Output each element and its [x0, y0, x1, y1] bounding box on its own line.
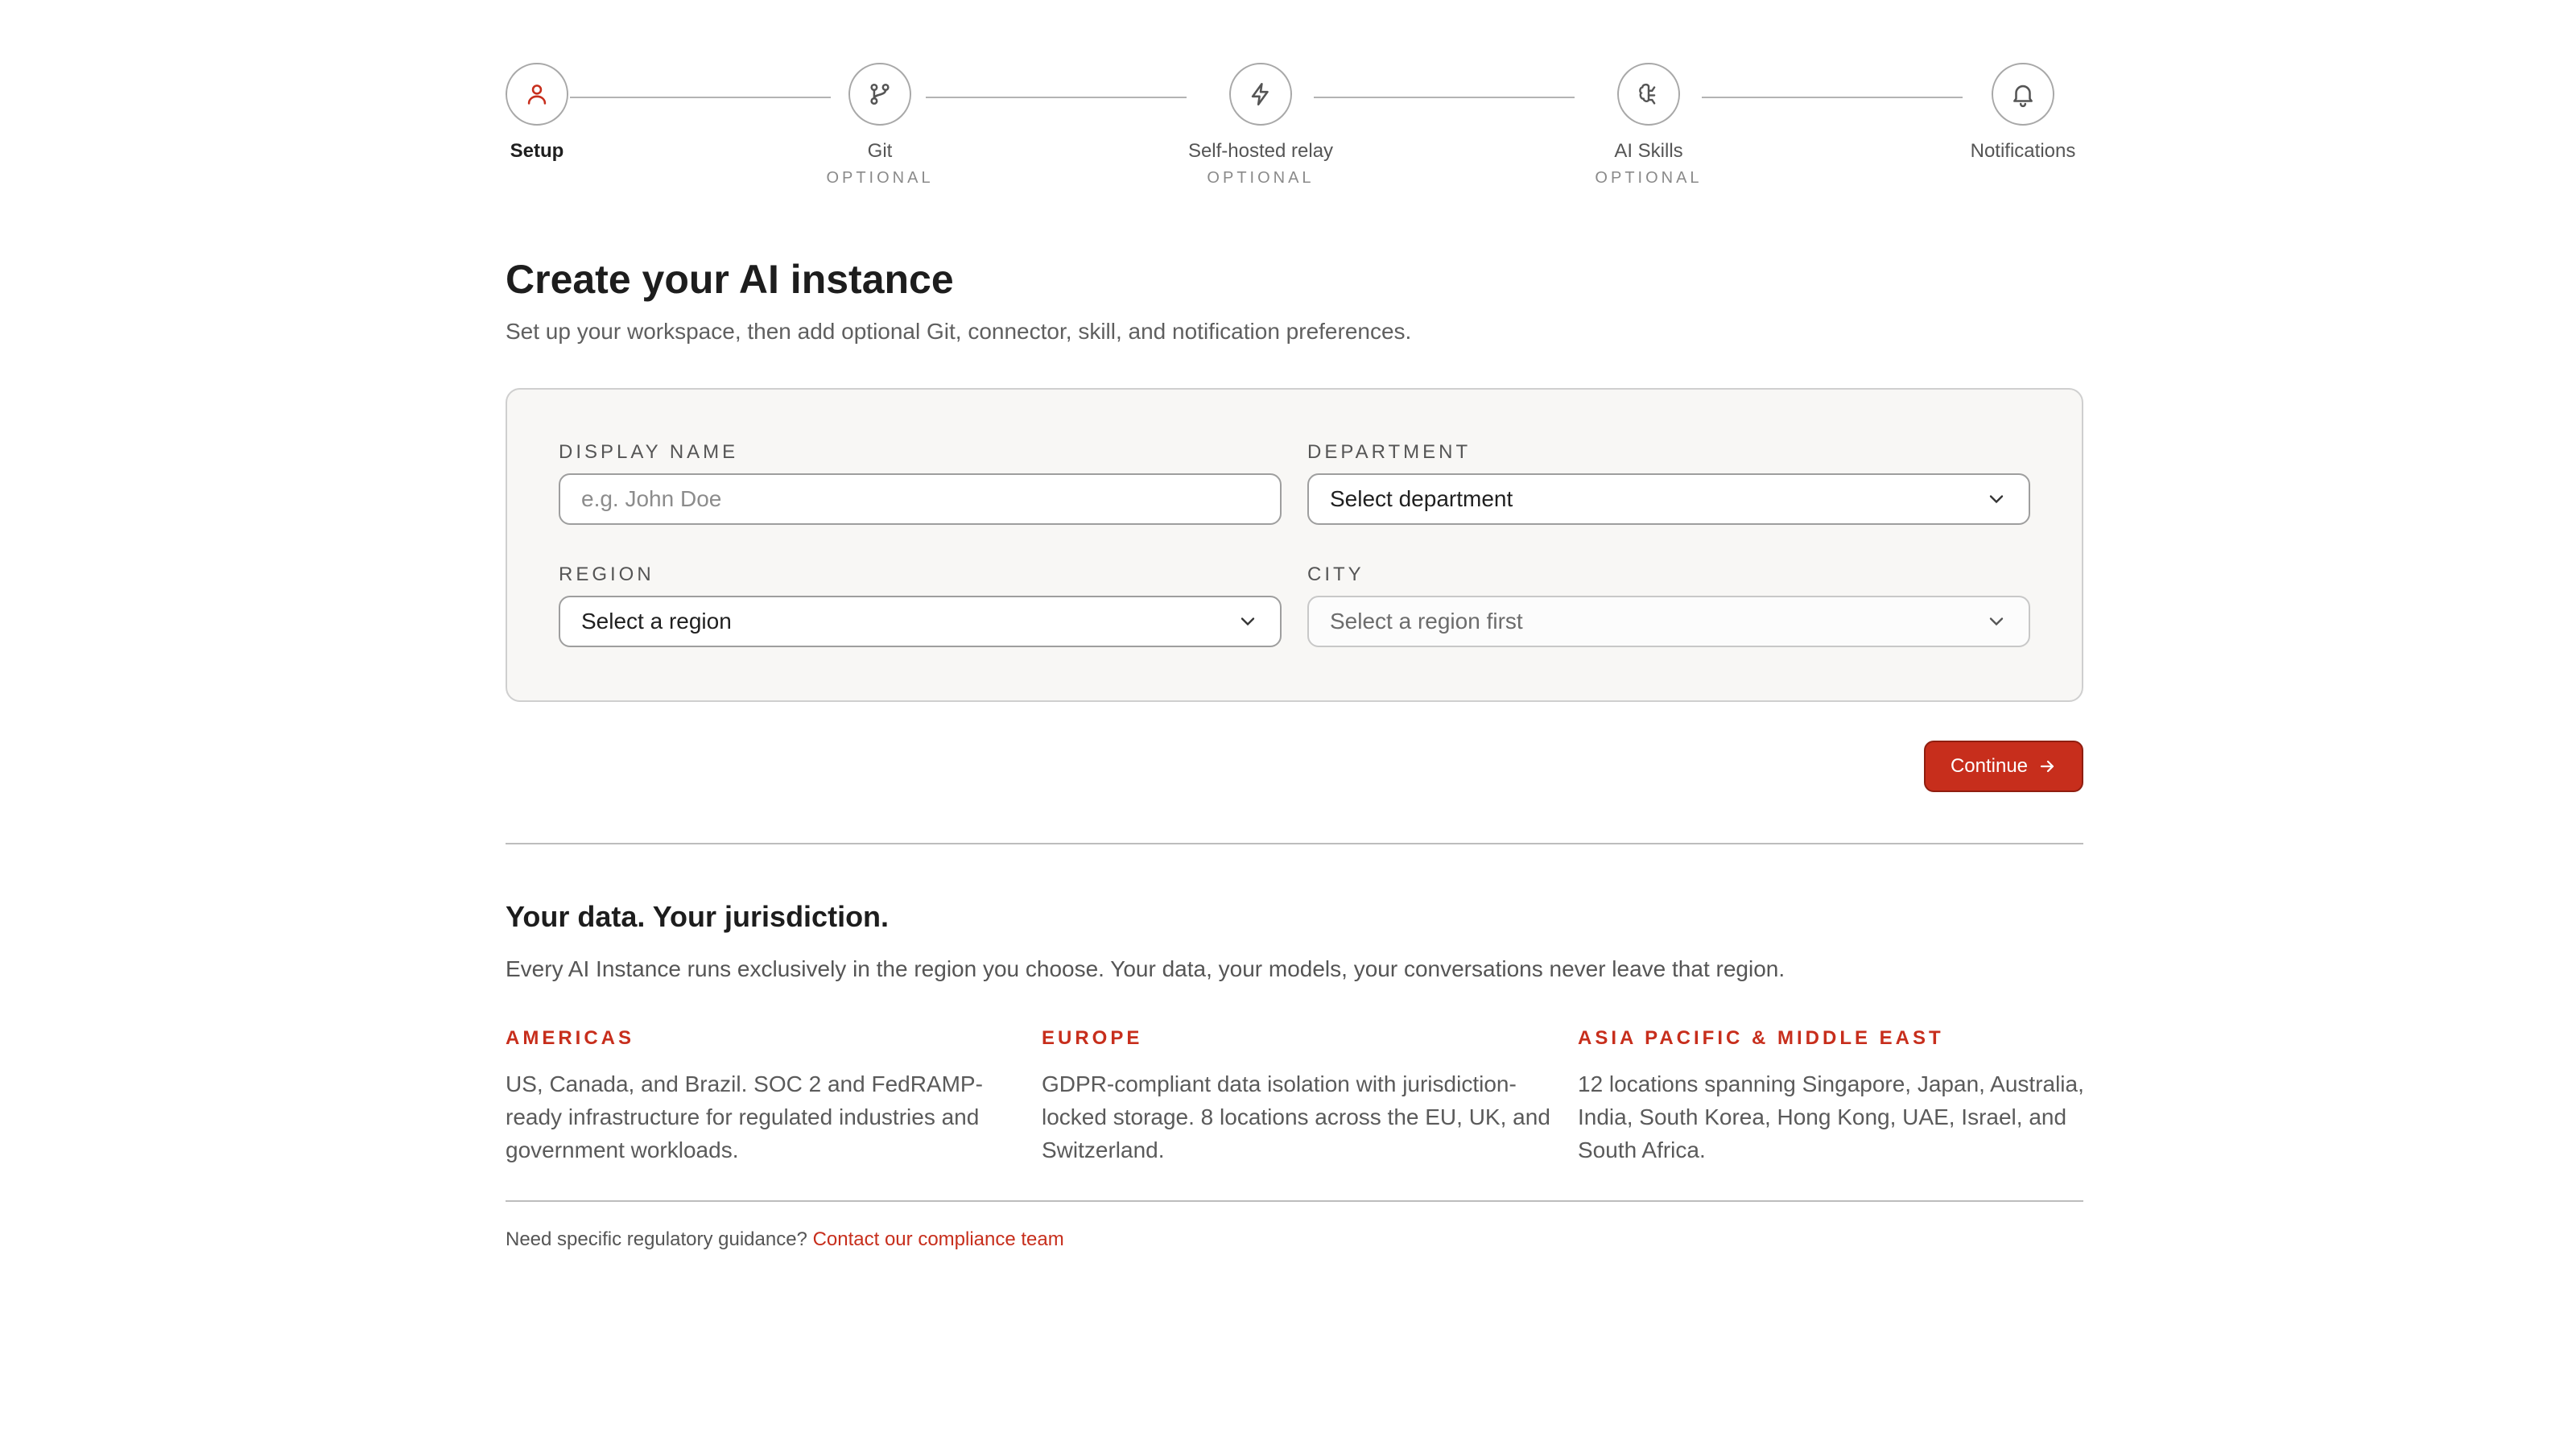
bell-icon: [2009, 80, 2037, 108]
git-branch-icon: [866, 80, 894, 108]
step-connector: [570, 97, 831, 98]
step-label: AI Skills: [1614, 140, 1683, 162]
region-label: REGION: [559, 564, 654, 585]
step-notifications[interactable]: [1963, 63, 2083, 163]
step-label: Notifications: [1970, 140, 2076, 162]
user-icon: [523, 80, 551, 108]
region-title: AMERICAS: [506, 1027, 635, 1049]
display-name-placeholder: e.g. John Doe: [581, 486, 722, 511]
region-field: [559, 564, 1282, 647]
compliance-note: [506, 1228, 1064, 1251]
display-name-field: [559, 441, 1282, 525]
step-connector: [1702, 97, 1963, 98]
region-value: Select a region: [581, 609, 732, 634]
step-label: Git: [867, 140, 893, 162]
step-self-hosted-relay[interactable]: [1180, 63, 1341, 188]
step-circle: [848, 63, 911, 126]
region-description: GDPR-compliant data isolation with jurisdiction-locked storage. 8 locations across the EU, UK, and Switzerland.: [1042, 1071, 1550, 1162]
arrow-right-icon: [2037, 757, 2057, 776]
chevron-down-icon: [1236, 610, 1259, 633]
city-field: [1307, 564, 2030, 647]
instance-form-card: [506, 388, 2083, 702]
step-circle: [1617, 63, 1680, 126]
continue-label: Continue: [1950, 755, 2029, 777]
region-europe: [1042, 1027, 1557, 1166]
page-title: Create your AI instance: [506, 257, 954, 302]
step-circle: [506, 63, 568, 126]
stepper: [506, 0, 2083, 201]
city-value: Select a region first: [1330, 609, 1523, 634]
compliance-contact-link[interactable]: Contact our compliance team: [812, 1228, 1064, 1250]
brain-icon: [1635, 80, 1662, 108]
region-asia-pacific: [1578, 1027, 2093, 1166]
step-circle: [1992, 63, 2054, 126]
region-americas: [506, 1027, 1021, 1166]
step-git[interactable]: [828, 63, 932, 188]
step-optional-tag: OPTIONAL: [1207, 169, 1315, 187]
region-title: ASIA PACIFIC & MIDDLE EAST: [1578, 1027, 1944, 1049]
step-connector: [926, 97, 1187, 98]
display-name-label: DISPLAY NAME: [559, 441, 739, 463]
page: [506, 0, 2084, 1250]
department-label: DEPARTMENT: [1307, 441, 1472, 463]
page-subtitle: Set up your workspace, then add optional Git, connector, skill, and notification preferences.: [506, 319, 1412, 344]
continue-button[interactable]: [1924, 741, 2083, 792]
jurisdiction-title: Your data. Your jurisdiction.: [506, 900, 890, 933]
footer-divider: [506, 1200, 2083, 1202]
chevron-down-icon: [1985, 488, 2008, 510]
compliance-question: Need specific regulatory guidance?: [506, 1228, 807, 1250]
region-title: EUROPE: [1042, 1027, 1143, 1049]
department-field: [1307, 441, 2030, 525]
step-ai-skills[interactable]: [1575, 63, 1723, 188]
step-label: Self-hosted relay: [1187, 140, 1334, 162]
jurisdiction-lead: Every AI Instance runs exclusively in the region you choose. Your data, your models, your conversations never leave that region.: [506, 956, 1785, 981]
region-select[interactable]: [559, 596, 1282, 647]
step-connector: [1314, 97, 1575, 98]
section-divider: [506, 843, 2083, 844]
lightning-icon: [1247, 80, 1274, 108]
chevron-down-icon: [1985, 610, 2008, 633]
step-optional-tag: OPTIONAL: [1595, 169, 1703, 187]
department-value: Select department: [1330, 486, 1513, 511]
region-description: 12 locations spanning Singapore, Japan, Australia, India, South Korea, Hong Kong, UAE, Israel, and South Africa.: [1578, 1071, 2084, 1162]
step-setup[interactable]: [506, 63, 568, 163]
department-select[interactable]: [1307, 473, 2030, 525]
display-name-input[interactable]: [559, 473, 1282, 525]
step-label: Setup: [510, 140, 564, 162]
city-label: CITY: [1307, 564, 1364, 585]
city-select[interactable]: [1307, 596, 2030, 647]
step-circle: [1229, 63, 1292, 126]
step-optional-tag: OPTIONAL: [826, 169, 934, 187]
region-description: US, Canada, and Brazil. SOC 2 and FedRAMP-ready infrastructure for regulated industries and government workloads.: [506, 1071, 983, 1162]
